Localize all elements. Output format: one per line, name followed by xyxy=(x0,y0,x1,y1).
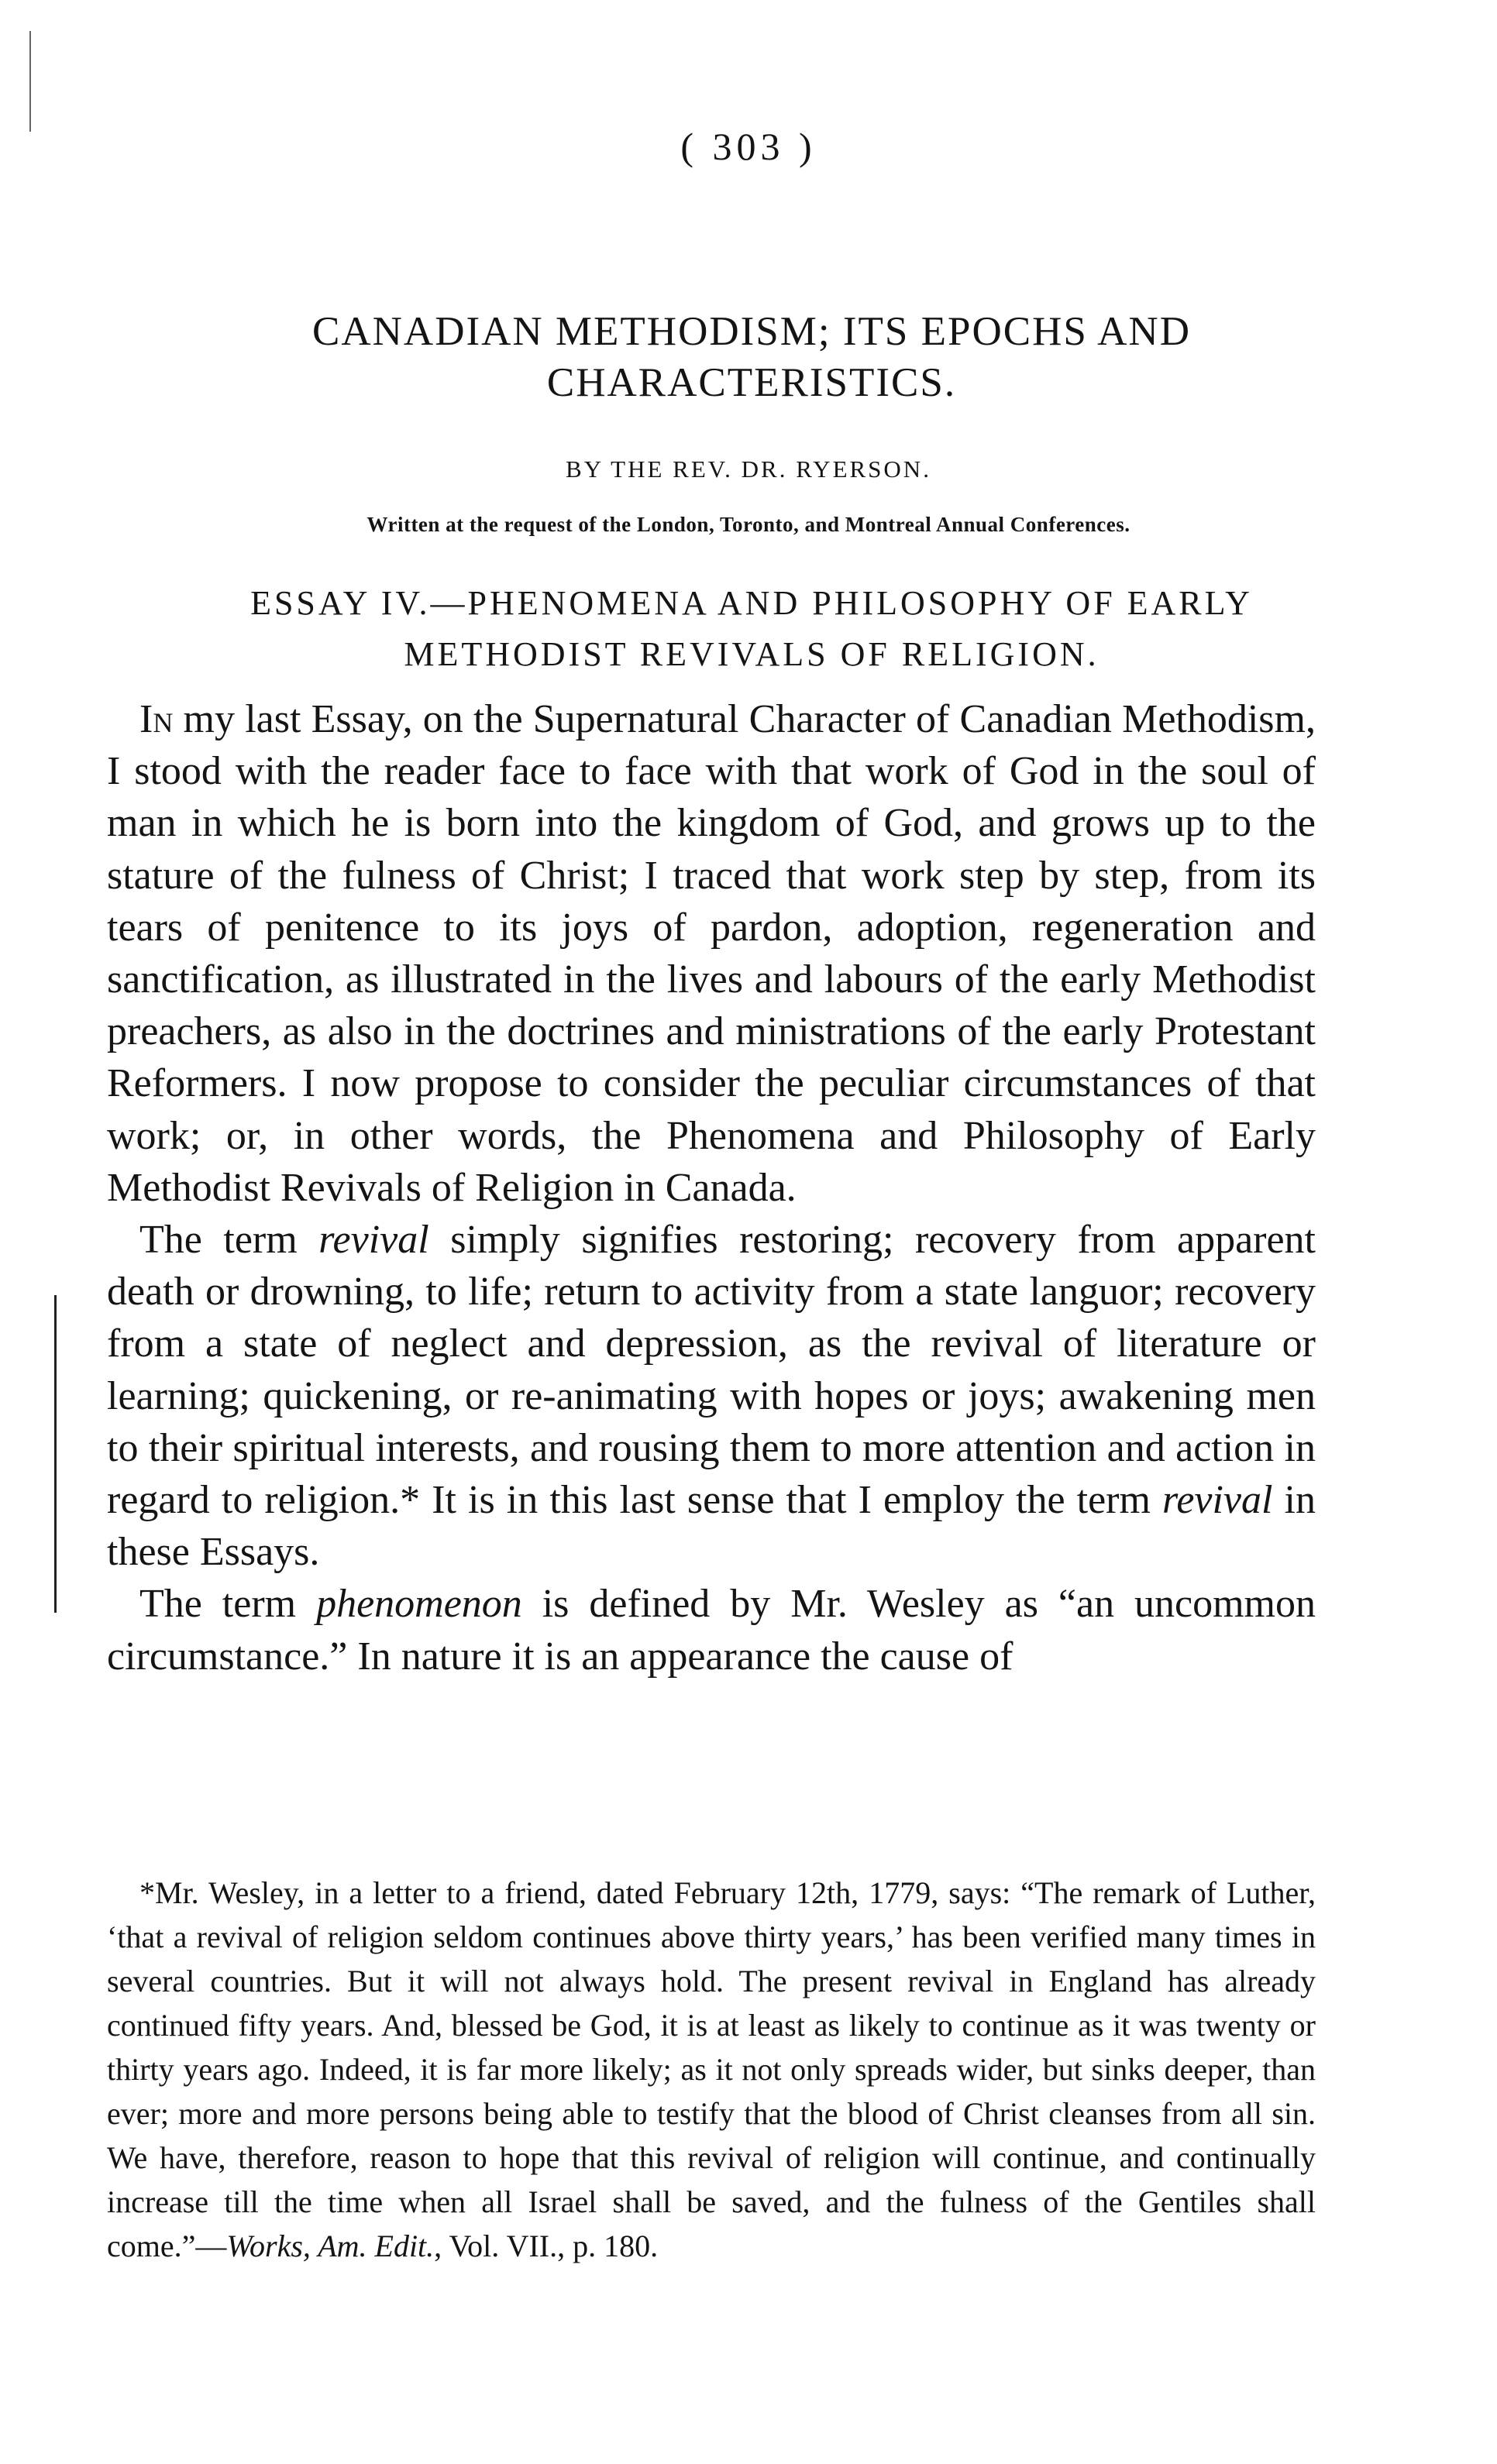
paragraph-2-text-a: The term xyxy=(139,1218,319,1263)
paragraph-1 xyxy=(107,693,1316,1214)
margin-marking-line xyxy=(54,1295,57,1613)
article-title: CANADIAN METHODISM; ITS EPOCHS AND CHARACTERISTICS. xyxy=(312,309,1191,405)
paragraph-2-text-b: simply signifies restoring; recovery from apparent death or drowning, to life; return to activity from a state languor; recovery from a state of neglect and depression, as the revival of literature or learning; quickening, or re-animating with hopes or joys; awakening men to their spiritual interests, and rousing them to more attention and action in regard to religion.* It is in this last sense that I employ the term xyxy=(107,1218,1316,1523)
footnote-text-a: *Mr. Wesley, in a letter to a friend, dated February 12th, 1779, says: “The remark of Luther, ‘that a revival of religion seldom continues above thirty years,’ has been verified many times in several countries. But it will not always hold. The present revival in England has already continued fifty years. And, blessed be God, it is at least as likely to continue as it was twenty or thirty years ago. Indeed, it is far more likely; as it not only spreads wider, but sinks deeper, than ever; more and more persons being able to testify that the blood of Christ cleanses from all sin. We have, therefore, reason to hope that this revival of religion will continue, and continually increase till the time when all Israel shall be saved, and the fulness of the Gentiles shall come.”— xyxy=(107,1875,1316,2263)
footnote-citation: Works, Am. Edit. xyxy=(226,2229,435,2263)
paragraph-3 xyxy=(107,1578,1316,1682)
scan-edge-mark xyxy=(29,31,31,132)
emphasis-revival-2: revival xyxy=(1162,1478,1273,1523)
emphasis-phenomenon: phenomenon xyxy=(316,1582,522,1627)
conference-note: Written at the request of the London, Toronto, and Montreal Annual Conferences. xyxy=(367,513,1130,536)
paragraph-lead-word: In xyxy=(139,697,174,741)
footnote xyxy=(107,1871,1316,2268)
footnote-paragraph xyxy=(107,1871,1316,2268)
emphasis-revival: revival xyxy=(318,1218,429,1263)
page-number: ( 303 ) xyxy=(680,125,817,168)
essay-title: ESSAY IV.—PHENOMENA AND PHILOSOPHY OF EARLY METHODIST REVIVALS OF RELIGION. xyxy=(250,584,1253,673)
body-text xyxy=(107,693,1316,1682)
paragraph-2-text-c: in these Essays. xyxy=(107,1478,1316,1575)
footnote-text-b: , Vol. VII., p. 180. xyxy=(434,2229,659,2263)
paragraph-2 xyxy=(107,1214,1316,1578)
paragraph-3-text-b: is defined by Mr. Wesley as “an uncommon circumstance.” In nature it is an appearance the cause of xyxy=(107,1582,1316,1679)
author-line: BY THE REV. DR. RYERSON. xyxy=(566,455,931,483)
paragraph-3-text-a: The term xyxy=(139,1582,317,1627)
paragraph-1-text: my last Essay, on the Supernatural Character of Canadian Methodism, I stood with the reader face to face with that work of God in the soul of man in which he is born into the kingdom of God, and grows up to the stature of the fulness of Christ; I traced that work step by step, from its tears of penitence to its joys of pardon, adoption, regeneration and sanctification, as illustrated in the lives and labours of the early Methodist preachers, as also in the doctrines and ministrations of the early Protestant Reformers. I now propose to consider the peculiar circumstances of that work; or, in other words, the Phenomena and Philosophy of Early Methodist Revivals of Religion in Canada. xyxy=(107,697,1316,1210)
